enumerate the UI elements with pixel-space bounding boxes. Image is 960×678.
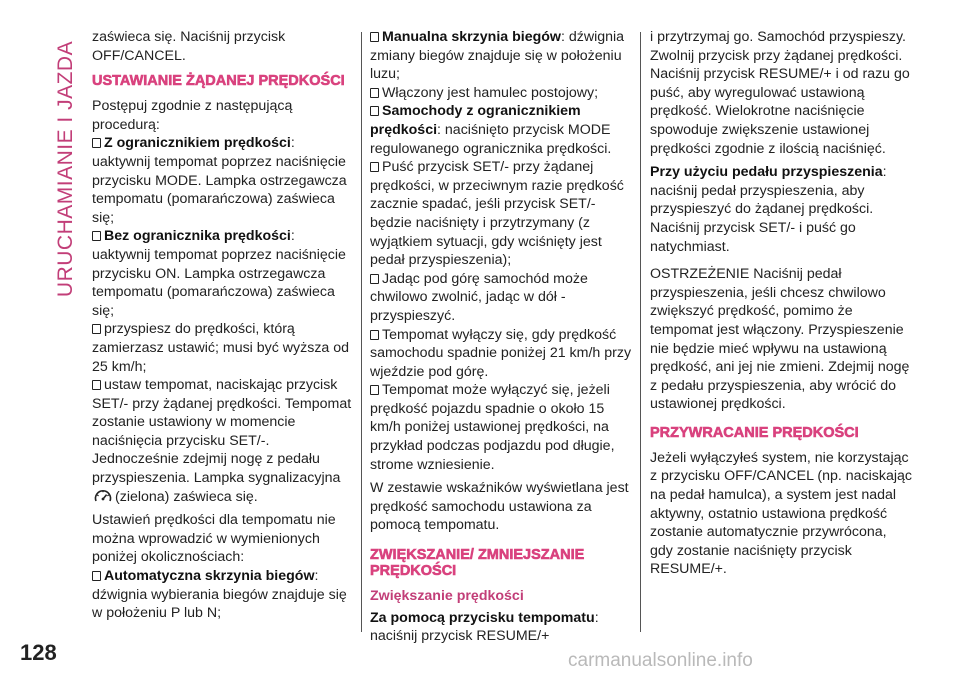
hold-paragraph: i przytrzymaj go. Samochód przyspieszy. Zwolnij przycisk przy żądanej prędkości. Naciśnij przycisk RESUME/+ i od razu go puść, aby wyregulować ustawioną prędkość. Wielokrotne naciśnięcie spowoduje zwiększenie ustawionej prędkości zgodnie z ilością naciśnięć.	[650, 29, 910, 157]
bullet-text: uaktywnij tempomat poprzez naciśnięcie przycisku ON. Lampka ostrzegawcza tempomatu (pomarańczowa) zaświeca się;	[92, 246, 346, 319]
bullet-set-cruise	[92, 376, 354, 506]
bullet-icon	[370, 88, 379, 98]
bullet-cruise-off-21	[370, 326, 632, 382]
bullet-text: Włączony jest hamulec postojowy;	[382, 84, 599, 101]
bullet-accelerate	[92, 320, 354, 376]
text-column-2	[370, 28, 632, 646]
bullet-text: dźwignia wybierania biegów znajduje się w położeniu P lub N;	[92, 586, 347, 622]
bullet-uphill	[370, 270, 632, 326]
bullet-cruise-off-15	[370, 381, 632, 474]
procedure-intro: Postępuj zgodnie z następującą procedurą:	[92, 98, 293, 133]
bullet-speed-limiter-cars: Samochody z ogranicznikiem prędkości: naciśnięto przycisk MODE regulowanego ogranicznika prędkości.	[370, 103, 612, 157]
restore-paragraph: Jeżeli wyłączyłeś system, nie korzystając z przycisku OFF/CANCEL (np. naciskając na pedał hamulca), a system jest nadal aktywny, ostatnio ustawiona prędkość zostanie automatycznie przywrócona, gdy zostanie naciśnięty przycisk RESUME/+.	[650, 449, 913, 578]
display-paragraph: W zestawie wskaźników wyświetlana jest prędkość samochodu ustawiona za pomocą tempomatu.	[370, 480, 629, 534]
bullet-bold-label: Automatyczna skrzynia biegów	[104, 568, 315, 585]
bullet-icon	[92, 231, 101, 241]
method-bold-label: Za pomocą przycisku tempomatu	[370, 609, 595, 626]
bullet-text-tail: (zielona) zaświeca się.	[115, 488, 258, 505]
bullet-icon	[370, 274, 379, 284]
column-divider-1	[361, 32, 362, 632]
text-column-1	[92, 28, 354, 623]
method-text: naciśnij przycisk RESUME/+	[370, 628, 550, 645]
text-column-3	[650, 28, 912, 579]
bullet-icon	[370, 106, 379, 116]
bullet-icon	[370, 385, 379, 395]
bullet-icon	[370, 330, 379, 340]
bullet-text: uaktywnij tempomat poprzez naciśnięcie przycisku MODE. Lampka ostrzegawcza tempomatu (pomarańczowa) zaświeca się;	[92, 153, 347, 226]
bullet-bold-label: Manualna skrzynia biegów	[382, 29, 561, 45]
pedal-paragraph: Przy użyciu pedału przyspieszenia: naciśnij pedał przyspieszenia, aby przyspieszyć do żądanej prędkości. Naciśnij przycisk SET/- i puść go natychmiast.	[650, 164, 887, 255]
pedal-text: naciśnij pedał przyspieszenia, aby przyspieszyć do żądanej prędkości. Naciśnij przycisk SET/- i puść go natychmiast.	[650, 182, 874, 255]
cruise-control-icon	[93, 488, 113, 504]
page-number: 128	[20, 640, 57, 665]
heading-change-speed: ZWIĘKSZANIE/ ZMNIEJSZANIE PRĘDKOŚCI	[370, 547, 585, 580]
pedal-bold-label: Przy użyciu pedału przyspieszenia	[650, 164, 883, 181]
bullet-release-set	[370, 158, 632, 270]
bullet-without-limiter: Bez ogranicznika prędkości: uaktywnij tempomat poprzez naciśnięcie przycisku ON. Lampka ostrzegawcza tempomatu (pomarańczowa) zaświeca się;	[92, 228, 346, 319]
bullet-text: przyspiesz do prędkości, którą zamierzasz ustawić; musi być wyższa od 25 km/h;	[92, 321, 350, 375]
bullet-text: naciśnięto przycisk MODE regulowanego ogranicznika prędkości.	[370, 121, 612, 157]
bullet-text: ustaw tempomat, naciskając przycisk SET/- przy żądanej prędkości. Tempomat zostanie ustawiony w momencie naciśnięcia przycisku SET/-. Jednocześnie zdejmij nogę z pedału przyspieszenia. Lampka sygnalizacyjna	[92, 377, 352, 487]
section-side-title-text: URUCHAMIANIE I JAZDA	[54, 40, 77, 298]
bullet-icon	[370, 162, 379, 172]
bullet-text: Jadąc pod górę samochód może chwilowo zwolnić, jadąc w dół - przyspieszyć.	[370, 270, 588, 324]
bullet-text: Puść przycisk SET/- przy żądanej prędkości, w przeciwnym razie prędkość zacznie spadać, jeśli przycisk SET/- będzie naciśnięty i przytrzymany (z wyjątkiem sytuacji, gdy wciśnięty jest pedał przyspieszenia);	[370, 159, 624, 269]
bullet-text: dźwignia zmiany biegów znajduje się w położeniu luzu;	[370, 29, 625, 83]
subheading-increase-speed: Zwiększanie prędkości	[370, 588, 524, 605]
section-side-title	[54, 34, 78, 304]
bullet-manual-gearbox: Manualna skrzynia biegów: dźwignia zmiany biegów znajduje się w położeniu luzu;	[370, 29, 625, 83]
bullet-text: Tempomat może wyłączyć się, jeżeli prędkość pojazdu spadnie o około 15 km/h poniżej ustawionej prędkości, na przykład podczas podjazdu pod długie, strome wzniesienie.	[370, 382, 615, 473]
bullet-icon	[92, 380, 101, 390]
button-method-paragraph: Za pomocą przycisku tempomatu: naciśnij przycisk RESUME/+	[370, 609, 599, 645]
column-divider-2	[640, 32, 641, 632]
bullet-bold-label: Z ogranicznikiem prędkości	[104, 135, 291, 152]
intro-paragraph: zaświeca się. Naciśnij przycisk OFF/CANCEL.	[92, 29, 286, 64]
bullet-icon	[370, 32, 379, 42]
bullet-with-limiter: Z ogranicznikiem prędkości: uaktywnij tempomat poprzez naciśnięcie przycisku MODE. Lampka ostrzegawcza tempomatu (pomarańczowa) zaświeca się;	[92, 135, 347, 226]
bullet-icon	[92, 138, 101, 148]
bullet-icon	[92, 324, 101, 334]
watermark-text: carmanualsonline.info	[568, 650, 753, 671]
warning-paragraph: OSTRZEŻENIE Naciśnij pedał przyspieszenia, jeśli chcesz chwilowo zwiększyć prędkość, pomimo że tempomat jest włączony. Przyspieszenie nie będzie mieć wpływu na ustawioną prędkość, ani jej nie zmieni. Zdejmij nogę z pedału przyspieszenia, aby wrócić do ustawionej prędkości.	[650, 266, 910, 413]
bullet-bold-label: Samochody z ogranicznikiem prędkości	[370, 103, 581, 138]
settings-paragraph: Ustawień prędkości dla tempomatu nie można wprowadzić w wymienionych poniżej okolicznościach:	[92, 512, 336, 566]
bullet-parking-brake	[370, 84, 632, 103]
bullet-icon	[92, 571, 101, 581]
bullet-bold-label: Bez ogranicznika prędkości	[104, 228, 291, 245]
bullet-text: Tempomat wyłączy się, gdy prędkość samochodu spadnie poniżej 21 km/h przy wjeździe pod górę.	[370, 326, 632, 380]
heading-restore-speed: PRZYWRACANIE PRĘDKOŚCI	[650, 424, 859, 441]
bullet-automatic-gearbox: Automatyczna skrzynia biegów: dźwignia wybierania biegów znajduje się w położeniu P lub N;	[92, 568, 347, 622]
heading-set-speed: USTAWIANIE ŻĄDANEJ PRĘDKOŚCI	[92, 73, 345, 90]
